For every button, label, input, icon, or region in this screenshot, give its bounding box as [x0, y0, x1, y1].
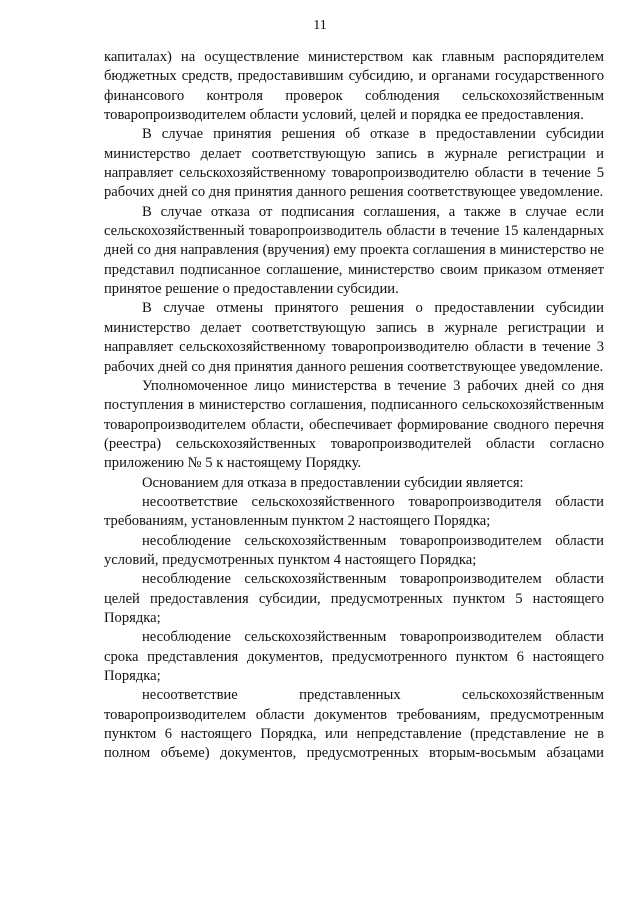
paragraph-11: несоответствие представленных сельскохозяйственным товаропроизводителем области документов требованиям, предусмотренным пунктом 6 настоящего Порядка, или непредставление (представление не в полном объеме) документов, предусмотренных вторым-восьмым абзацами — [104, 687, 604, 762]
paragraph-5: Уполномоченное лицо министерства в течение 3 рабочих дней со дня поступления в министерство соглашения, подписанного сельскохозяйственным товаропроизводителем области, обеспечивает формирование сводного перечня (реестра) сельскохозяйственных товаропроизводителей области согласно приложению № 5 к настоящему Порядку. — [104, 377, 604, 472]
paragraph-8: несоблюдение сельскохозяйственным товаропроизводителем области условий, предусмотренных пунктом 4 настоящего Порядка; — [104, 532, 604, 568]
paragraph-9: несоблюдение сельскохозяйственным товаропроизводителем области целей предоставления субсидии, предусмотренных пунктом 5 настоящего Порядка; — [104, 571, 604, 626]
paragraph-7: несоответствие сельскохозяйственного товаропроизводителя области требованиям, установленным пунктом 2 настоящего Порядка; — [104, 493, 604, 530]
paragraph-1: капиталах) на осуществление министерством как главным распорядителем бюджетных средств, предоставившим субсидию, и органами государственного финансового контроля проверок соблюдения сельскохозяйственным товаропроизводителем области условий, целей и порядка ее предоставления. — [104, 49, 604, 124]
paragraph-3: В случае отказа от подписания соглашения, а также в случае если сельскохозяйственный товаропроизводитель области в течение 15 календарных дней со дня направления (вручения) ему проекта соглашения в министерство не представил подписанное соглашение, министерство своим приказом отменяет принятое решение о предоставлении субсидии. — [104, 203, 604, 298]
paragraph-4: В случае отмены принятого решения о предоставлении субсидии министерство делает соответствующую запись в журнале регистрации и направляет сельскохозяйственному товаропроизводителю области в течение 3 рабочих дней со дня принятия данного решения соответствующее уведомление. — [104, 300, 604, 375]
paragraph-2: В случае принятия решения об отказе в предоставлении субсидии министерство делает соответствующую запись в журнале регистрации и направляет сельскохозяйственному товаропроизводителю области в течение 5 рабочих дней со дня принятия данного решения соответствующее уведомление. — [104, 126, 604, 201]
document-body — [104, 48, 604, 764]
paragraph-10: несоблюдение сельскохозяйственным товаропроизводителем области срока представления документов, предусмотренного пунктом 6 настоящего Порядка; — [104, 629, 604, 684]
page-number: 11 — [313, 18, 327, 33]
paragraph-6: Основанием для отказа в предоставлении субсидии является: — [142, 474, 524, 491]
